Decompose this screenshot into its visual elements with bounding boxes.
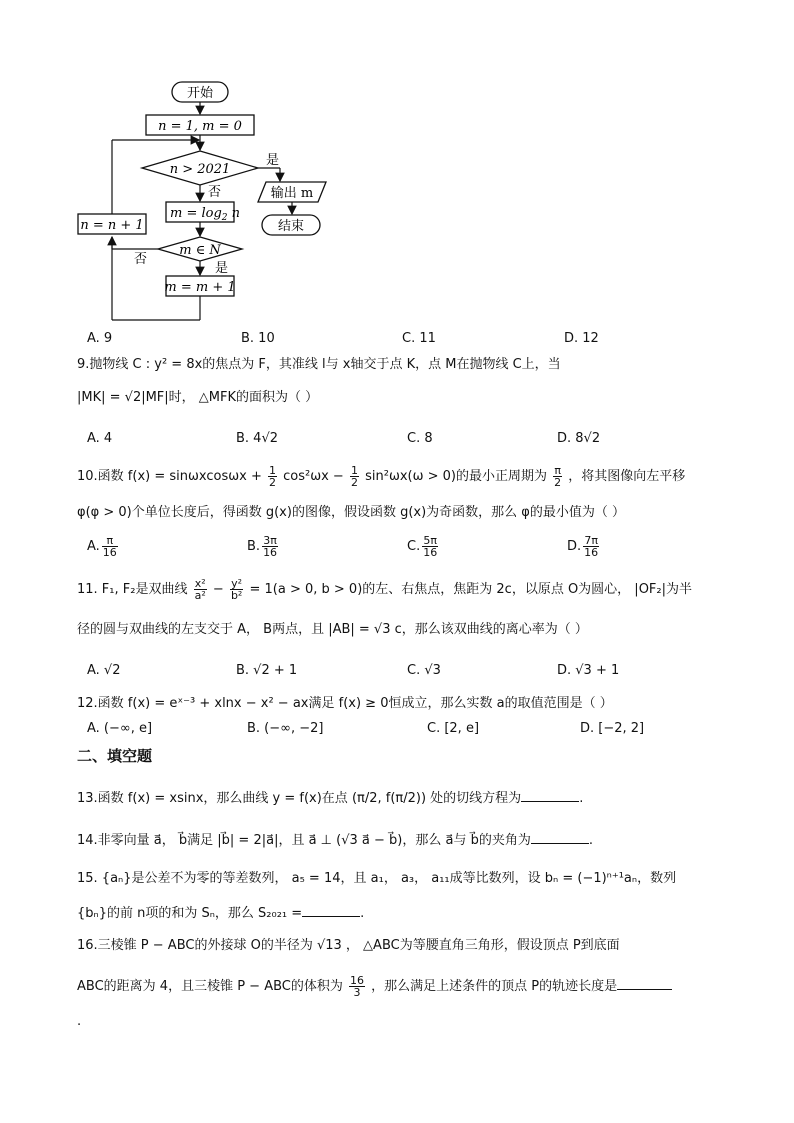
q9-line1: 9.抛物线 C : y² = 8x的焦点为 F，其准线 l与 x轴交于点 K，点 M在抛物线 C上，当 <box>77 357 561 372</box>
q15-answer-blank[interactable] <box>302 902 360 917</box>
q11-option-b: B. √2 + 1 <box>236 663 298 678</box>
q10-line2: φ(φ > 0)个单位长度后，得函数 g(x)的图像，假设函数 g(x)为奇函数，那么 φ的最小值为（ ） <box>77 505 626 520</box>
q16-line1: 16.三棱锥 P − ABC的外接球 O的半径为 √13 ， △ABC为等腰直角三角形，假设顶点 P到底面 <box>77 938 620 953</box>
flow-end-label: 结束 <box>277 219 305 234</box>
q13-line: 13.函数 f(x) = xsinx，那么曲线 y = f(x)在点 (π/2, f(π/2)) 处的切线方程为 . <box>77 787 583 808</box>
flow-no1-label: 否 <box>208 185 222 200</box>
q11-line1: 11. F₁, F₂是双曲线 $\frac{\text{x²}}{\text{a²}}$ − $\frac{\text{y²}}{\text{b²}}$ = 1(a > 0, b > 0)的左、右焦点，焦距为 2c，以原点 O为圆心， |OF₂|为半 <box>77 577 692 602</box>
q12-option-a: A. (−∞, e] <box>87 721 153 736</box>
q8-option-b: B. 10 <box>241 331 275 346</box>
q16-line3: . <box>77 1014 82 1029</box>
flow-yes-label: 是 <box>266 153 280 168</box>
flow-init-label: n = 1, m = 0 <box>158 119 242 134</box>
q10-option-b: B. $\frac{3\pi}{16}$ <box>247 534 278 559</box>
flow-assign-label: $m = \log_2 n$ <box>170 206 241 223</box>
q10-line1: 10.函数 f(x) = sinωxcosωx + $\frac{1}{2}$ cos²ωx − $\frac{1}{2}$ sin²ωx(ω > 0)的最小正周期为 $\frac{\pi}{2}$ ，将其图像向左平移 <box>77 464 686 489</box>
q14-line: 14.非零向量 a⃗， b⃗满足 |b⃗| = 2|a⃗|，且 a⃗ ⊥ (√3 a⃗ − b⃗)，那么 a⃗与 b⃗的夹角为 . <box>77 829 593 850</box>
q15-line1: 15. {aₙ}是公差不为零的等差数列， a₅ = 14，且 a₁， a₃， a₁₁成等比数列，设 bₙ = (−1)ⁿ⁺¹aₙ，数列 <box>77 871 677 886</box>
section-heading-fill-blank: 二、填空题 <box>77 747 153 765</box>
q11-option-d: D. √3 + 1 <box>557 663 620 678</box>
q9-line2: |MK| = √2|MF|时， △MFK的面积为（ ） <box>77 390 319 405</box>
q12-line1: 12.函数 f(x) = eˣ⁻³ + xlnx − x² − ax满足 f(x) ≥ 0恒成立，那么实数 a的取值范围是（ ） <box>77 696 613 711</box>
flow-cond1-label: n > 2021 <box>169 162 231 177</box>
q8-option-d: D. 12 <box>564 331 599 346</box>
q15-line2: {bₙ}的前 n项的和为 Sₙ，那么 S₂₀₂₁ = . <box>77 902 364 923</box>
q16-answer-blank[interactable] <box>617 975 672 990</box>
flow-output-label: 输出 m <box>270 186 314 201</box>
q11-option-a: A. √2 <box>87 663 121 678</box>
q13-answer-blank[interactable] <box>521 787 579 802</box>
q9-option-c: C. 8 <box>407 431 433 446</box>
q8-option-c: C. 11 <box>402 331 436 346</box>
flow-yes2-label: 是 <box>215 261 229 276</box>
q14-answer-blank[interactable] <box>531 829 589 844</box>
flow-no2-label: 否 <box>134 252 148 267</box>
q10-option-c: C. $\frac{5\pi}{16}$ <box>407 534 438 559</box>
q12-option-c: C. [2, e] <box>427 721 480 736</box>
q10-option-a: A. $\frac{\pi}{16}$ <box>87 534 117 559</box>
flow-start-label: 开始 <box>186 86 214 101</box>
flow-inc-m-label: m = m + 1 <box>164 280 236 295</box>
flow-cond2-label: m ∈ N <box>179 243 221 258</box>
flow-inc-n-label: n = n + 1 <box>80 218 144 233</box>
flowchart <box>70 78 340 326</box>
q12-option-d: D. [−2, 2] <box>580 721 645 736</box>
q8-option-a: A. 9 <box>87 331 113 346</box>
q11-option-c: C. √3 <box>407 663 441 678</box>
q9-option-b: B. 4√2 <box>236 431 279 446</box>
q11-line2: 径的圆与双曲线的左支交于 A， B两点，且 |AB| = √3 c，那么该双曲线的离心率为（ ） <box>77 622 588 637</box>
q9-option-d: D. 8√2 <box>557 431 601 446</box>
q10-option-d: D. $\frac{7\pi}{16}$ <box>567 534 599 559</box>
q9-option-a: A. 4 <box>87 431 113 446</box>
q12-option-b: B. (−∞, −2] <box>247 721 324 736</box>
q16-line2: ABC的距离为 4，且三棱锥 P − ABC的体积为 $\frac{16}{3}$ ，那么满足上述条件的顶点 P的轨迹长度是 <box>77 975 672 998</box>
